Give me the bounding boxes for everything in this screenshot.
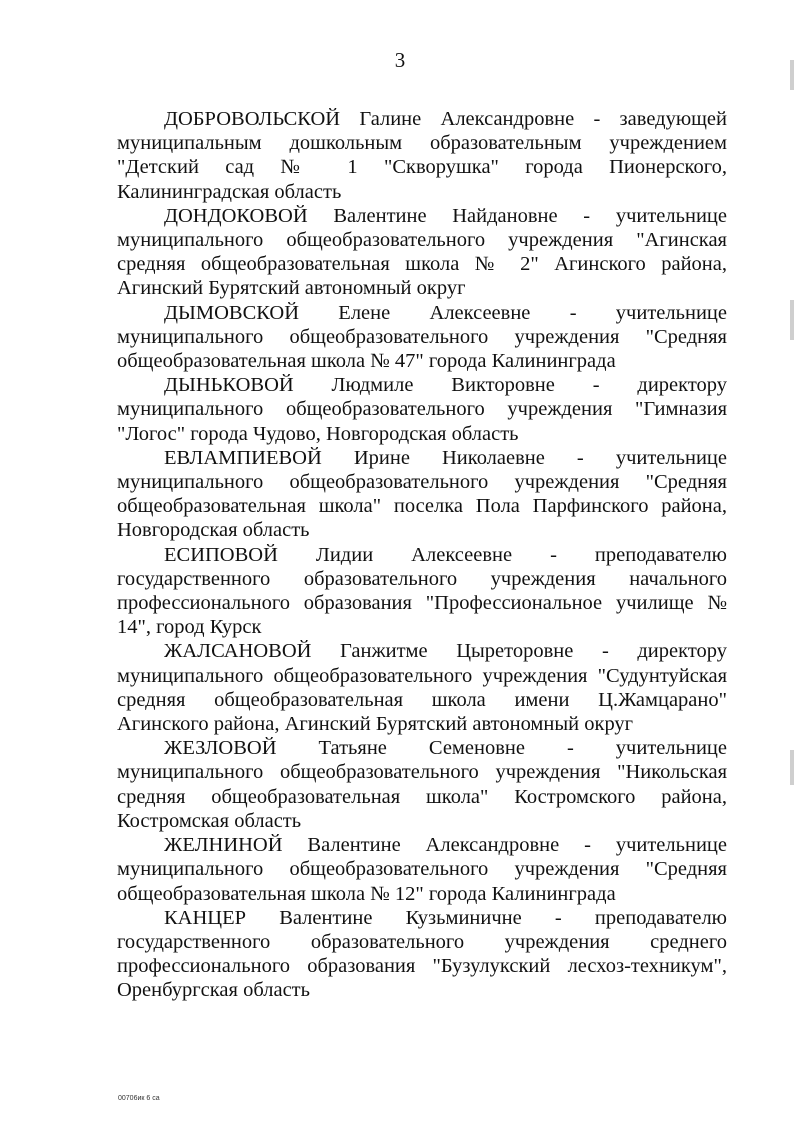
- list-item: ДОНДОКОВОЙ Валентине Найдановне - учительнице муниципального общеобразовательного учреждения "Агинская средняя общеобразовательная школа № 2" Агинского района, Агинский Бурятский автономный округ: [117, 204, 727, 300]
- list-item: ЖЕЗЛОВОЙ Татьяне Семеновне - учительнице муниципального общеобразовательного учреждения "Никольская средняя общеобразовательная школа" Костромского района, Костромская область: [117, 737, 727, 832]
- list-item: ДЫНЬКОВОЙ Людмиле Викторовне - директору муниципального общеобразовательного учреждения "Гимназия "Логос" города Чудово, Новгородская область: [117, 374, 727, 445]
- list-item: ДЫМОВСКОЙ Елене Алексеевне - учительнице муниципального общеобразовательного учреждения "Средняя общеобразовательная школа № 47" города Калининграда: [117, 301, 727, 373]
- list-item: ЖАЛСАНОВОЙ Ганжитме Цыреторовне - директору муниципального общеобразовательного учреждения "Судунтуйская средняя общеобразовательная школа имени Ц.Жамцарано" Агинского района, Агинский Бурятский автономный округ: [117, 640, 727, 736]
- scan-edge-mark: [790, 750, 794, 785]
- footer-code: 00706ик 6 са: [118, 1095, 160, 1102]
- list-item: ЖЕЛНИНОЙ Валентине Александровне - учительнице муниципального общеобразовательного учреждения "Средняя общеобразовательная школа № 12" города Калининграда: [117, 834, 727, 905]
- scan-edge-mark: [790, 300, 794, 340]
- list-item: ЕВЛАМПИЕВОЙ Ирине Николаевне - учительнице муниципального общеобразовательного учреждения "Средняя общеобразовательная школа" поселка Пола Парфинского района, Новгородская область: [117, 446, 727, 542]
- page-number: 3: [394, 48, 406, 72]
- list-item: КАНЦЕР Валентине Кузьминичне - преподавателю государственного образовательного учреждения среднего профессионального образования "Бузулукский лесхоз-техникум", Оренбургская область: [117, 906, 727, 1002]
- award-recipient-list: [117, 107, 727, 1003]
- scan-edge-mark: [790, 60, 794, 90]
- list-item: ЕСИПОВОЙ Лидии Алексеевне - преподавателю государственного образовательного учреждения начального профессионального образования "Профессиональное училище № 14", город Курск: [117, 543, 727, 639]
- list-item: ДОБРОВОЛЬСКОЙ Галине Александровне - заведующей муниципальным дошкольным образовательным учреждением "Детский сад № 1 "Скворушка" города Пионерского, Калининградская область: [117, 108, 727, 203]
